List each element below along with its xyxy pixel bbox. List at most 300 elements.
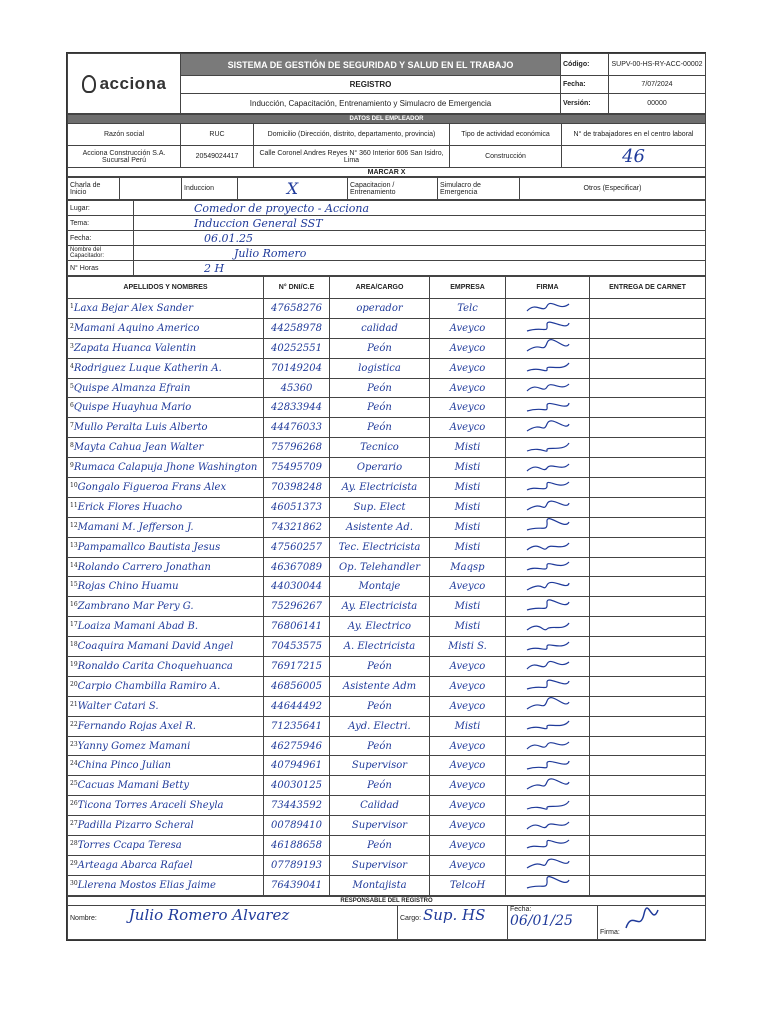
attendee-dni-cell[interactable]: [264, 517, 330, 537]
attendee-carnet-cell[interactable]: [590, 816, 706, 836]
attendee-area-cell[interactable]: [330, 637, 430, 657]
attendee-name-cell[interactable]: [68, 736, 264, 756]
attendee-empresa-cell[interactable]: [430, 478, 506, 498]
attendee-carnet-cell[interactable]: [590, 318, 706, 338]
attendee-signature-cell[interactable]: [506, 875, 590, 895]
attendee-name-cell[interactable]: [68, 557, 264, 577]
attendee-name-cell[interactable]: [68, 517, 264, 537]
table-row: [68, 358, 706, 378]
attendee-carnet-cell[interactable]: [590, 657, 706, 677]
attendee-name: Pampamallco Bautista Jesus: [77, 541, 221, 553]
row-number: 11: [70, 501, 78, 509]
attendee-dni-cell[interactable]: [264, 816, 330, 836]
attendee-name-cell[interactable]: [68, 816, 264, 836]
attendee-dni-cell[interactable]: [264, 796, 330, 816]
row-number: 24: [70, 760, 78, 768]
attendee-signature-cell[interactable]: [506, 836, 590, 856]
attendee-area: Supervisor: [351, 859, 408, 871]
attendee-name-cell[interactable]: [68, 497, 264, 517]
attendee-dni-cell[interactable]: [264, 537, 330, 557]
attendee-name-cell[interactable]: [68, 836, 264, 856]
attendee-empresa: Misti: [454, 601, 481, 613]
attendee-dni: 42833944: [271, 402, 322, 414]
attendee-name-cell[interactable]: [68, 418, 264, 438]
attendee-name: Zambrano Mar Pery G.: [77, 601, 194, 613]
attendee-name-cell[interactable]: [68, 537, 264, 557]
attendee-empresa-cell[interactable]: [430, 736, 506, 756]
attendee-signature-cell[interactable]: [506, 418, 590, 438]
horas-value[interactable]: 2 H: [134, 261, 706, 276]
row-number: 25: [70, 780, 78, 788]
attendee-area: Peón: [367, 660, 392, 672]
signature-icon: [523, 797, 573, 813]
attendee-name-cell[interactable]: [68, 796, 264, 816]
attendee-empresa: Aveyco: [449, 581, 486, 593]
attendee-empresa: Misti: [454, 442, 481, 454]
attendee-carnet-cell[interactable]: [590, 398, 706, 418]
attendee-dni-cell[interactable]: [264, 497, 330, 517]
attendee-carnet-cell[interactable]: [590, 418, 706, 438]
attendee-empresa-cell[interactable]: [430, 776, 506, 796]
lugar-value[interactable]: Comedor de proyecto - Acciona: [134, 201, 706, 216]
attendee-area-cell[interactable]: [330, 657, 430, 677]
table-row: [68, 299, 706, 319]
attendee-empresa-cell[interactable]: [430, 458, 506, 478]
attendee-dni-cell[interactable]: [264, 398, 330, 418]
attendee-carnet-cell[interactable]: [590, 776, 706, 796]
attendee-empresa-cell[interactable]: [430, 875, 506, 895]
attendee-signature-cell[interactable]: [506, 756, 590, 776]
attendee-signature-cell[interactable]: [506, 338, 590, 358]
attendee-empresa-cell[interactable]: [430, 358, 506, 378]
attendee-empresa-cell[interactable]: [430, 338, 506, 358]
attendee-empresa: Aveyco: [449, 740, 486, 752]
capacitador-label: Nombre del Capacitador:: [68, 246, 134, 261]
attendee-area-cell[interactable]: [330, 736, 430, 756]
footer-firma-cell[interactable]: [598, 905, 706, 939]
signature-icon: [523, 697, 573, 713]
signature-icon: [523, 836, 573, 852]
attendee-signature-cell[interactable]: [506, 497, 590, 517]
attendee-dni-cell[interactable]: [264, 557, 330, 577]
attendee-signature-cell[interactable]: [506, 577, 590, 597]
row-number: 28: [70, 839, 78, 847]
attendee-carnet-cell[interactable]: [590, 577, 706, 597]
table-row: [68, 736, 706, 756]
table-row: [68, 855, 706, 875]
attendee-dni-cell[interactable]: [264, 617, 330, 637]
attendee-carnet-cell[interactable]: [590, 855, 706, 875]
attendee-empresa-cell[interactable]: [430, 318, 506, 338]
attendee-area-cell[interactable]: [330, 617, 430, 637]
attendee-carnet-cell[interactable]: [590, 716, 706, 736]
attendee-name-cell[interactable]: [68, 617, 264, 637]
attendee-dni-cell[interactable]: [264, 418, 330, 438]
attendee-signature-cell[interactable]: [506, 736, 590, 756]
attendee-area-cell[interactable]: [330, 378, 430, 398]
attendee-carnet-cell[interactable]: [590, 637, 706, 657]
attendee-empresa-cell[interactable]: [430, 497, 506, 517]
system-title: SISTEMA DE GESTIÓN DE SEGURIDAD Y SALUD EN EL TRABAJO: [181, 54, 561, 76]
attendee-dni: 40030125: [271, 780, 322, 792]
attendee-empresa-cell[interactable]: [430, 657, 506, 677]
attendee-dni-cell[interactable]: [264, 438, 330, 458]
attendee-area-cell[interactable]: [330, 875, 430, 895]
attendee-carnet-cell[interactable]: [590, 836, 706, 856]
attendee-carnet-cell[interactable]: [590, 497, 706, 517]
attendee-carnet-cell[interactable]: [590, 557, 706, 577]
attendee-name-cell[interactable]: [68, 358, 264, 378]
footer-cargo-cell: [398, 905, 508, 939]
attendee-area-cell[interactable]: [330, 577, 430, 597]
signature-icon: [523, 359, 573, 375]
attendee-area: Peón: [367, 839, 392, 851]
attendee-name: Mamani M. Jefferson J.: [77, 521, 194, 533]
details-table: [67, 200, 706, 276]
attendee-area-cell[interactable]: [330, 756, 430, 776]
attendee-area-cell[interactable]: [330, 418, 430, 438]
attendee-carnet-cell[interactable]: [590, 338, 706, 358]
attendee-carnet-cell[interactable]: [590, 617, 706, 637]
attendee-area-cell[interactable]: [330, 338, 430, 358]
attendee-area-cell[interactable]: [330, 676, 430, 696]
signature-icon: [523, 299, 573, 315]
attendee-signature-cell[interactable]: [506, 657, 590, 677]
header-table: [67, 53, 706, 114]
attendee-empresa-cell[interactable]: [430, 676, 506, 696]
attendee-carnet-cell[interactable]: [590, 478, 706, 498]
attendee-dni-cell[interactable]: [264, 776, 330, 796]
attendee-carnet-cell[interactable]: [590, 736, 706, 756]
attendee-empresa-cell[interactable]: [430, 816, 506, 836]
footer-nombre-value[interactable]: Julio Romero Alvarez: [128, 905, 290, 924]
attendee-dni: 44644492: [271, 700, 322, 712]
attendee-dni: 75495709: [271, 462, 322, 474]
attendee-name-cell[interactable]: [68, 577, 264, 597]
row-number: 21: [70, 700, 78, 708]
attendee-signature-cell[interactable]: [506, 617, 590, 637]
attendee-area-cell[interactable]: [330, 358, 430, 378]
attendee-empresa-cell[interactable]: [430, 597, 506, 617]
attendee-rows: [68, 299, 706, 896]
attendee-name: Rodriguez Luque Katherin A.: [73, 362, 222, 374]
row-number: 29: [70, 859, 78, 867]
attendee-signature-cell[interactable]: [506, 378, 590, 398]
attendee-area-cell[interactable]: [330, 776, 430, 796]
attendee-signature-cell[interactable]: [506, 776, 590, 796]
attendee-empresa-cell[interactable]: [430, 398, 506, 418]
table-row: [68, 537, 706, 557]
attendee-area-cell[interactable]: [330, 597, 430, 617]
attendee-dni-cell[interactable]: [264, 338, 330, 358]
footer-nombre-cell: [68, 905, 398, 939]
attendee-name-cell[interactable]: [68, 756, 264, 776]
attendee-empresa-cell[interactable]: [430, 378, 506, 398]
attendee-signature-cell[interactable]: [506, 855, 590, 875]
attendee-name-cell[interactable]: [68, 398, 264, 418]
attendee-empresa-cell[interactable]: [430, 418, 506, 438]
signature-icon: [523, 856, 573, 872]
attendee-empresa: Aveyco: [449, 322, 486, 334]
attendee-name-cell[interactable]: [68, 776, 264, 796]
attendee-signature-cell[interactable]: [506, 458, 590, 478]
attendee-carnet-cell[interactable]: [590, 597, 706, 617]
attendee-name-cell[interactable]: [68, 597, 264, 617]
attendee-carnet-cell[interactable]: [590, 796, 706, 816]
attendee-name-cell[interactable]: [68, 637, 264, 657]
attendee-carnet-cell[interactable]: [590, 875, 706, 895]
attendee-name-cell[interactable]: [68, 478, 264, 498]
subtitle: Inducción, Capacitación, Entrenamiento y Simulacro de Emergencia: [181, 94, 561, 114]
attendee-carnet-cell[interactable]: [590, 517, 706, 537]
attendee-dni: 00789410: [271, 820, 322, 832]
attendee-name: China Pinco Julian: [77, 760, 171, 772]
attendee-signature-cell[interactable]: [506, 318, 590, 338]
attendee-carnet-cell[interactable]: [590, 696, 706, 716]
attendee-empresa-cell[interactable]: [430, 756, 506, 776]
attendee-empresa: Aveyco: [449, 342, 486, 354]
attendee-signature-cell[interactable]: [506, 358, 590, 378]
signature-icon: [523, 638, 573, 654]
attendee-area-cell[interactable]: [330, 299, 430, 319]
registro-sheet: [66, 52, 706, 941]
attendee-empresa-cell[interactable]: [430, 577, 506, 597]
attendee-name-cell[interactable]: [68, 299, 264, 319]
footer-table: [67, 896, 706, 940]
attendee-carnet-cell[interactable]: [590, 358, 706, 378]
attendee-empresa-cell[interactable]: [430, 637, 506, 657]
attendee-empresa-cell[interactable]: [430, 716, 506, 736]
attendee-carnet-cell[interactable]: [590, 458, 706, 478]
attendee-signature-cell[interactable]: [506, 478, 590, 498]
attendee-signature-cell[interactable]: [506, 299, 590, 319]
attendee-empresa-cell[interactable]: [430, 617, 506, 637]
attendee-name: Rumaca Calapuja Jhone Washington: [73, 462, 258, 474]
attendee-area: Ayd. Electri.: [348, 720, 411, 732]
trabajadores-value: 46: [562, 146, 706, 168]
signature-icon: [523, 339, 573, 355]
attendee-signature-cell[interactable]: [506, 537, 590, 557]
attendee-name-cell[interactable]: [68, 875, 264, 895]
attendee-dni-cell[interactable]: [264, 676, 330, 696]
version-value: 00000: [609, 94, 706, 114]
signature-icon: [523, 737, 573, 753]
attendee-area: Montaje: [358, 581, 401, 593]
attendee-empresa-cell[interactable]: [430, 855, 506, 875]
row-number: 22: [70, 720, 78, 728]
empleador-section-title: DATOS DEL EMPLEADOR: [68, 115, 706, 124]
attendee-signature-cell[interactable]: [506, 557, 590, 577]
attendee-carnet-cell[interactable]: [590, 299, 706, 319]
attendee-empresa-cell[interactable]: [430, 517, 506, 537]
attendee-empresa: Aveyco: [449, 422, 486, 434]
attendee-signature-cell[interactable]: [506, 517, 590, 537]
attendee-signature-cell[interactable]: [506, 696, 590, 716]
attendee-area-cell[interactable]: [330, 318, 430, 338]
attendee-empresa: Aveyco: [449, 780, 486, 792]
attendee-name: Arteaga Abarca Rafael: [77, 859, 193, 871]
capacitador-value[interactable]: Julio Romero: [134, 246, 706, 261]
attendee-empresa-cell[interactable]: [430, 299, 506, 319]
attendee-empresa: Telc: [457, 302, 478, 314]
signature-icon: [523, 518, 573, 534]
table-row: [68, 597, 706, 617]
attendee-signature-cell[interactable]: [506, 398, 590, 418]
signature-icon: [523, 498, 573, 514]
attendee-area: Peón: [367, 342, 392, 354]
attendee-area-cell[interactable]: [330, 458, 430, 478]
attendee-dni-cell[interactable]: [264, 577, 330, 597]
row-number: 19: [70, 660, 78, 668]
version-label: Versión:: [561, 94, 609, 114]
attendee-area-cell[interactable]: [330, 855, 430, 875]
attendee-dni: 47658276: [271, 302, 322, 314]
attendee-area: Peón: [367, 780, 392, 792]
attendee-dni-cell[interactable]: [264, 855, 330, 875]
fecha-value: 7/07/2024: [609, 76, 706, 94]
attendee-area: Ay. Electricista: [341, 601, 418, 613]
table-row: [68, 657, 706, 677]
row-number: 4: [70, 362, 74, 370]
attendee-carnet-cell[interactable]: [590, 537, 706, 557]
attendee-area-cell[interactable]: [330, 816, 430, 836]
attendee-area-cell[interactable]: [330, 398, 430, 418]
attendee-name-cell[interactable]: [68, 318, 264, 338]
attendee-name-cell[interactable]: [68, 676, 264, 696]
attendee-empresa: Aveyco: [449, 402, 486, 414]
attendee-carnet-cell[interactable]: [590, 676, 706, 696]
attendee-carnet-cell[interactable]: [590, 378, 706, 398]
induccion-mark[interactable]: X: [238, 178, 348, 200]
attendee-area-cell[interactable]: [330, 537, 430, 557]
row-number: 27: [70, 820, 78, 828]
attendee-empresa: Aveyco: [449, 839, 486, 851]
row-number: 2: [70, 322, 74, 330]
table-row: [68, 796, 706, 816]
attendee-dni-cell[interactable]: [264, 358, 330, 378]
attendee-dni-cell[interactable]: [264, 458, 330, 478]
attendee-dni-cell[interactable]: [264, 756, 330, 776]
attendee-name: Mamani Aquino Americo: [73, 322, 200, 334]
attendee-signature-cell[interactable]: [506, 796, 590, 816]
footer-fecha-value[interactable]: 06/01/25: [510, 912, 573, 929]
attendee-signature-cell[interactable]: [506, 597, 590, 617]
fecha-detail-value[interactable]: 06.01.25: [134, 231, 706, 246]
attendee-name-cell[interactable]: [68, 378, 264, 398]
attendee-dni-cell[interactable]: [264, 836, 330, 856]
attendee-dni-cell[interactable]: [264, 696, 330, 716]
col-area: AREA/CARGO: [330, 277, 430, 299]
attendee-name-cell[interactable]: [68, 458, 264, 478]
attendee-dni-cell[interactable]: [264, 318, 330, 338]
attendee-area-cell[interactable]: [330, 716, 430, 736]
codigo-value: SUPV-00-HS-RY-ACC-00002: [609, 54, 706, 76]
attendee-area: Peón: [367, 422, 392, 434]
attendee-empresa: Misti: [454, 481, 481, 493]
attendee-name-cell[interactable]: [68, 438, 264, 458]
attendee-name-cell[interactable]: [68, 855, 264, 875]
attendee-signature-cell[interactable]: [506, 438, 590, 458]
attendee-dni-cell[interactable]: [264, 378, 330, 398]
footer-cargo-value[interactable]: Sup. HS: [422, 905, 486, 924]
table-row: [68, 816, 706, 836]
attendee-dni-cell[interactable]: [264, 478, 330, 498]
row-number: 23: [70, 740, 78, 748]
attendee-dni-cell[interactable]: [264, 875, 330, 895]
attendee-dni: 45360: [280, 382, 313, 394]
attendee-name-cell[interactable]: [68, 696, 264, 716]
footer-fecha-label: Fecha:: [510, 905, 532, 913]
signature-icon: [523, 618, 573, 634]
attendee-empresa-cell[interactable]: [430, 836, 506, 856]
attendee-dni-cell[interactable]: [264, 716, 330, 736]
attendee-dni-cell[interactable]: [264, 597, 330, 617]
attendee-signature-cell[interactable]: [506, 676, 590, 696]
attendee-area-cell[interactable]: [330, 696, 430, 716]
attendee-name-cell[interactable]: [68, 338, 264, 358]
attendee-name: Walter Catari S.: [77, 700, 159, 712]
logo: [68, 54, 181, 114]
attendee-name-cell[interactable]: [68, 716, 264, 736]
attendee-area-cell[interactable]: [330, 517, 430, 537]
attendee-signature-cell[interactable]: [506, 637, 590, 657]
attendee-dni: 46275946: [271, 740, 322, 752]
attendee-empresa-cell[interactable]: [430, 438, 506, 458]
table-row: [68, 776, 706, 796]
footer-nombre-label: Nombre:: [70, 914, 97, 922]
col-nombres: APELLIDOS Y NOMBRES: [68, 277, 264, 299]
attendee-area: Supervisor: [351, 760, 408, 772]
attendee-dni: 76917215: [271, 660, 322, 672]
table-row: [68, 617, 706, 637]
col-firma: FIRMA: [506, 277, 590, 299]
attendee-signature-cell[interactable]: [506, 816, 590, 836]
attendee-name: Gongalo Figueroa Frans Alex: [77, 481, 227, 493]
actividad-header: Tipo de actividad económica: [450, 124, 562, 146]
row-number: 1: [70, 302, 74, 310]
attendee-area-cell[interactable]: [330, 478, 430, 498]
attendee-dni-cell[interactable]: [264, 657, 330, 677]
attendee-name-cell[interactable]: [68, 657, 264, 677]
attendee-name: Yanny Gomez Mamani: [77, 740, 191, 752]
attendee-empresa-cell[interactable]: [430, 557, 506, 577]
attendee-area-cell[interactable]: [330, 796, 430, 816]
ruc-value: 20549024417: [181, 146, 254, 168]
attendee-carnet-cell[interactable]: [590, 438, 706, 458]
attendee-empresa-cell[interactable]: [430, 796, 506, 816]
attendee-dni-cell[interactable]: [264, 299, 330, 319]
attendee-signature-cell[interactable]: [506, 716, 590, 736]
tema-value[interactable]: Induccion General SST: [134, 216, 706, 231]
fecha-label: Fecha:: [561, 76, 609, 94]
charla-box[interactable]: [120, 178, 182, 200]
row-number: 26: [70, 800, 78, 808]
attendee-dni-cell[interactable]: [264, 736, 330, 756]
attendee-area-cell[interactable]: [330, 557, 430, 577]
attendee-empresa: Aveyco: [449, 660, 486, 672]
attendee-area-cell[interactable]: [330, 836, 430, 856]
attendee-empresa-cell[interactable]: [430, 537, 506, 557]
attendee-area-cell[interactable]: [330, 438, 430, 458]
attendee-empresa-cell[interactable]: [430, 696, 506, 716]
attendee-empresa: Misti: [454, 720, 481, 732]
attendee-area-cell[interactable]: [330, 497, 430, 517]
attendee-dni-cell[interactable]: [264, 637, 330, 657]
marcar-table: [67, 177, 706, 200]
attendee-empresa: Aveyco: [449, 680, 486, 692]
attendee-empresa: Aveyco: [449, 760, 486, 772]
attendee-carnet-cell[interactable]: [590, 756, 706, 776]
